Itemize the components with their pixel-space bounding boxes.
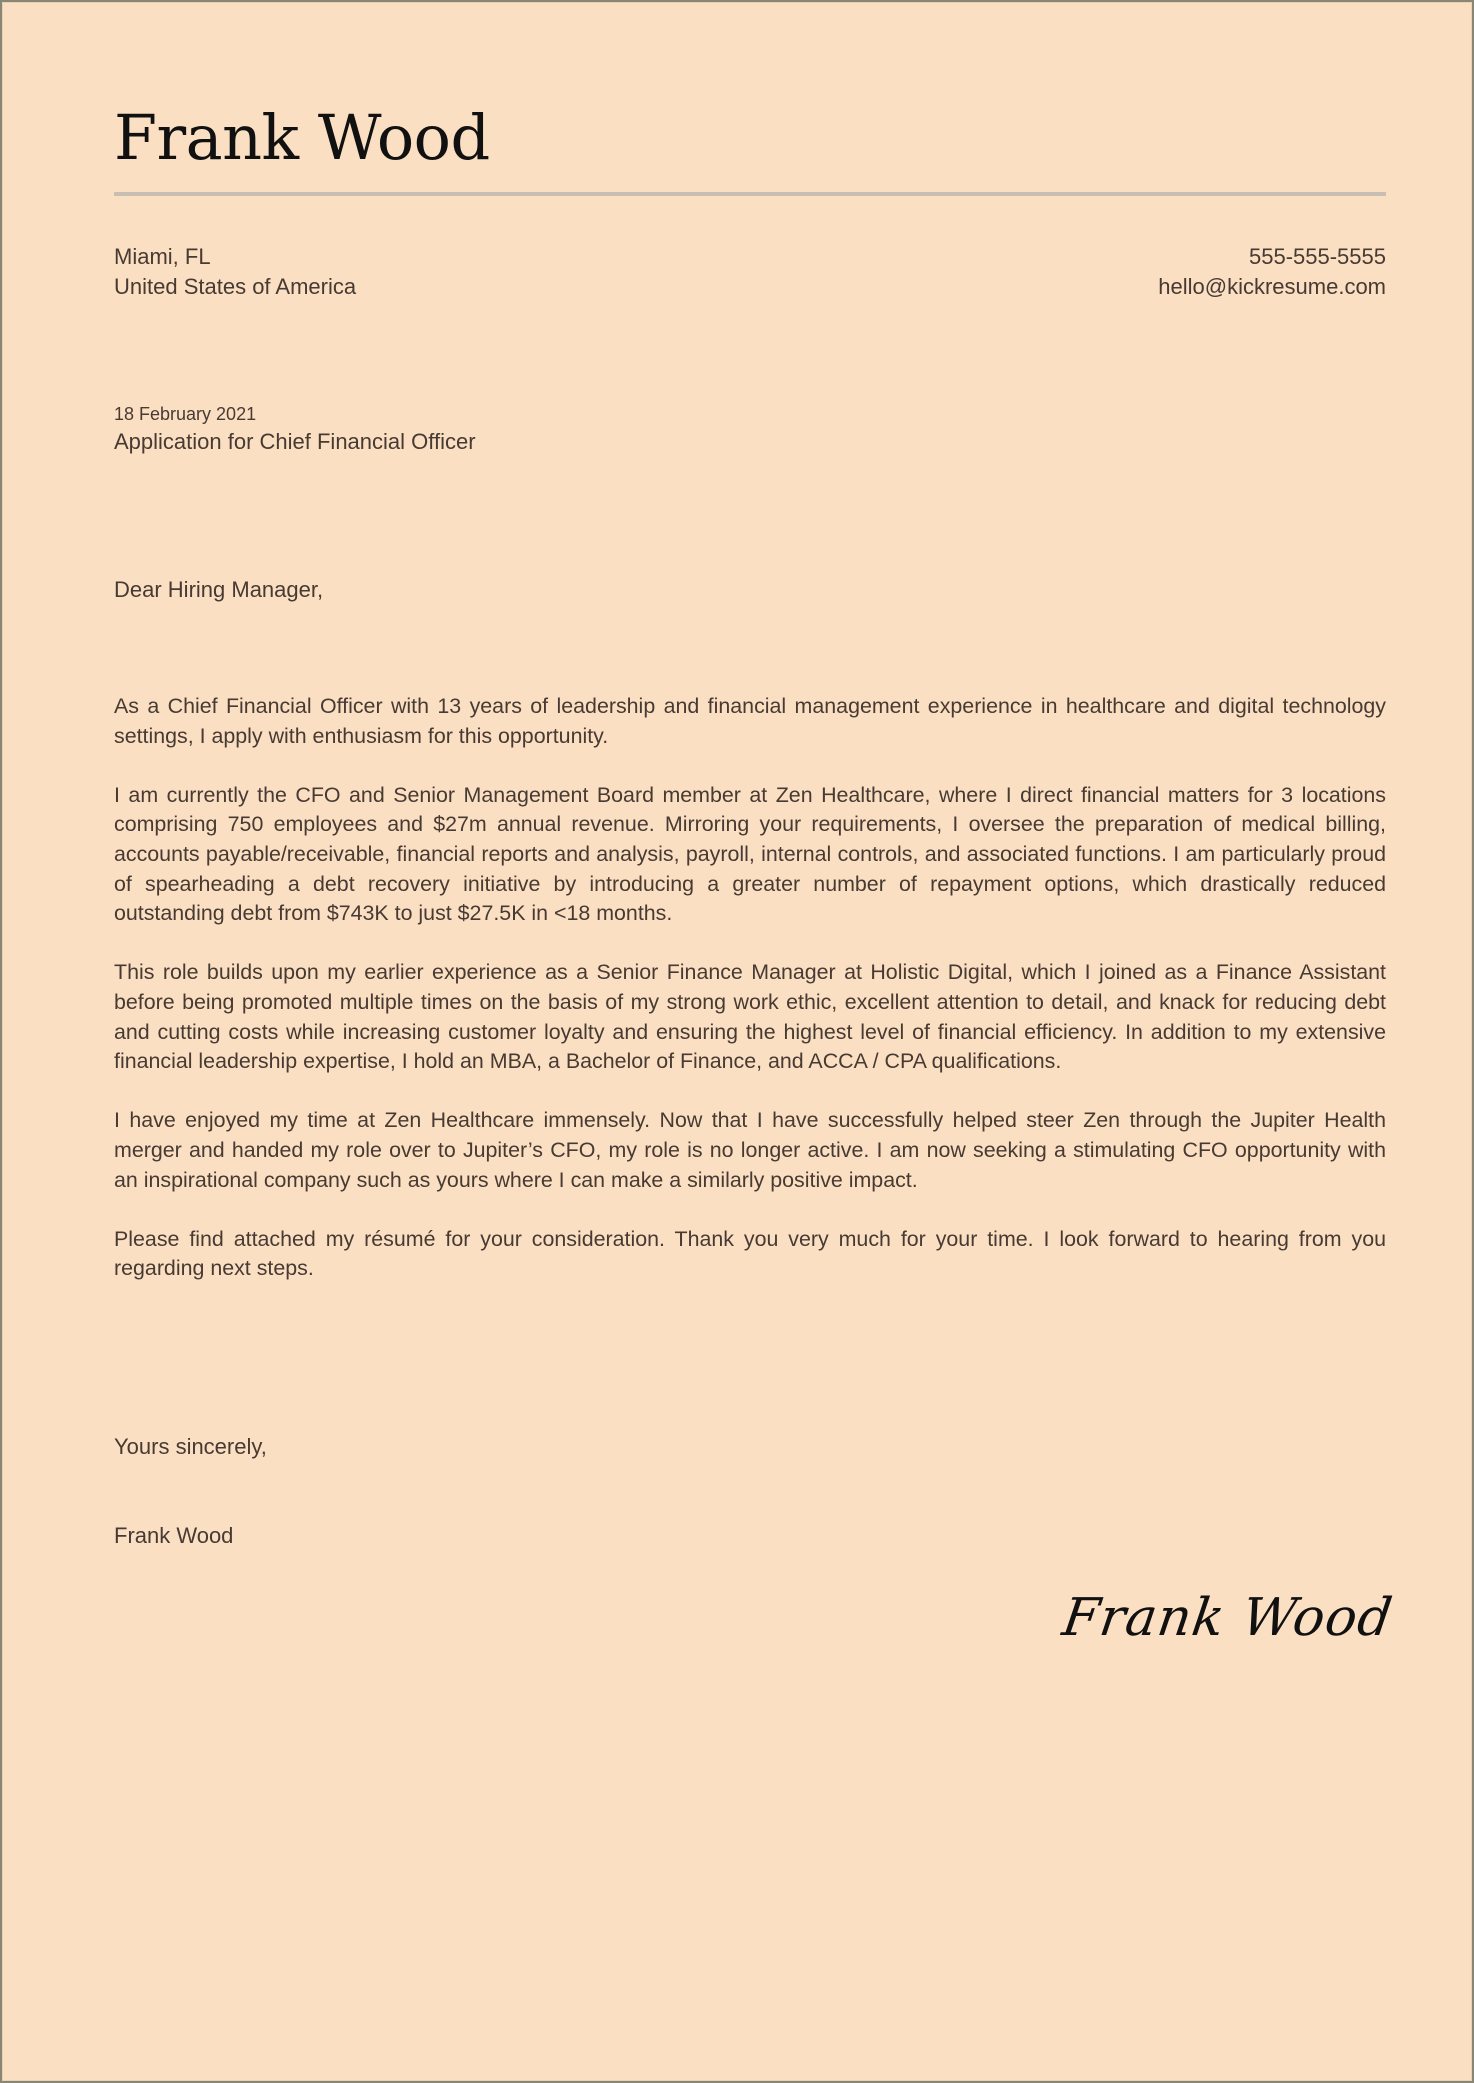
body-paragraph: Please find attached my résumé for your consideration. Thank you very much for your time. I look forward to hearing from you regarding next steps. — [114, 1226, 1386, 1281]
body-paragraph: I have enjoyed my time at Zen Healthcare immensely. Now that I have successfully helped steer Zen through the Jupiter Health merger and handed my role over to Jupiter’s CFO, my role is no longer active. I am now seeking a stimulating CFO opportunity with an inspirational company such as yours where I can make a similarly positive impact. — [114, 1108, 1386, 1192]
greeting: Dear Hiring Manager, — [114, 577, 324, 602]
address-block — [114, 242, 356, 302]
handwritten-signature: Frank Wood — [1058, 1588, 1397, 1648]
body-paragraph: This role builds upon my earlier experience as a Senior Finance Manager at Holistic Digital, which I joined as a Finance Assistant before being promoted multiple times on the basis of my strong work ethic, excellent attention to detail, and knack for reducing debt and cutting costs while increasing customer loyalty and ensuring the highest level of financial efficiency. In addition to my extensive financial leadership expertise, I hold an MBA, a Bachelor of Finance, and ACCA / CPA qualifications. — [114, 960, 1386, 1074]
phone: 555-555-5555 — [1248, 244, 1386, 269]
body-paragraph: I am currently the CFO and Senior Management Board member at Zen Healthcare, where I direct financial matters for 3 locations comprising 750 employees and $27m annual revenue. Mirroring your requirements, I oversee the preparation of medical billing, accounts payable/receivable, financial reports and analysis, payroll, internal controls, and associated functions. I am particularly proud of spearheading a debt recovery initiative by introducing a greater number of repayment options, which drastically reduced outstanding debt from $743K to just $27.5K in <18 months. — [114, 782, 1386, 926]
country: United States of America — [114, 274, 357, 299]
city: Miami, FL — [114, 244, 211, 269]
letter-body — [114, 692, 1386, 1313]
header-divider — [114, 192, 1386, 196]
contact-details — [1158, 242, 1386, 302]
signed-name: Frank Wood — [114, 1523, 234, 1548]
applicant-name-heading: Frank Wood — [114, 101, 490, 174]
closing: Yours sincerely, — [114, 1434, 267, 1459]
body-paragraph: As a Chief Financial Officer with 13 years of leadership and financial management experience in healthcare and digital technology settings, I apply with enthusiasm for this opportunity. — [114, 694, 1386, 748]
letter-date: 18 February 2021 — [114, 404, 257, 424]
email: hello@kickresume.com — [1158, 274, 1386, 299]
letter-subject: Application for Chief Financial Officer — [114, 429, 476, 454]
